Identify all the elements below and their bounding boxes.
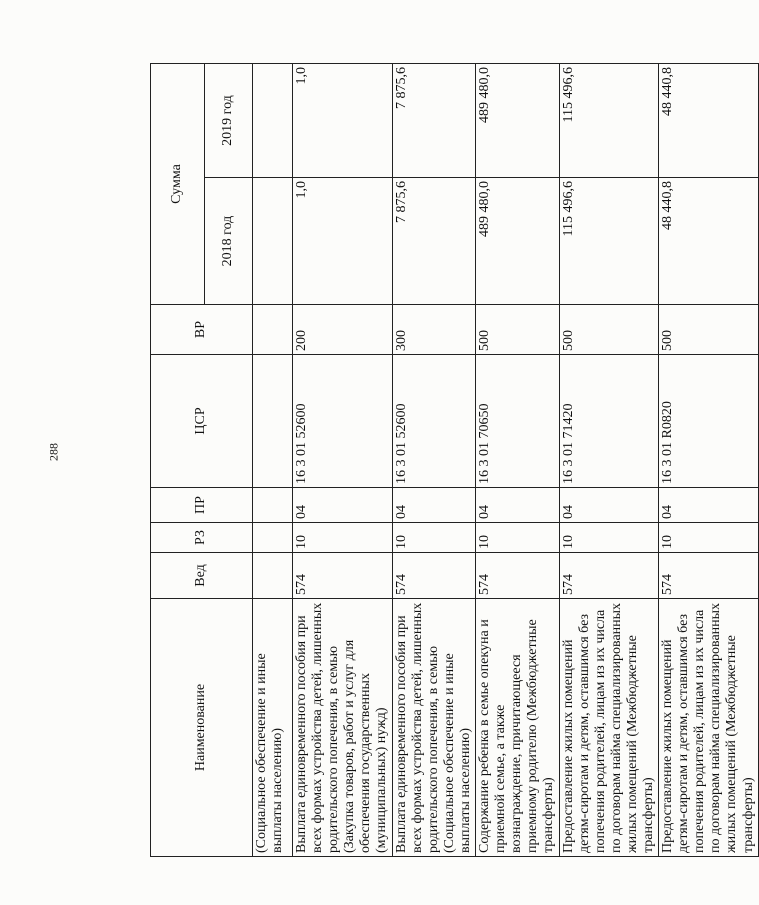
row-csr: 16 3 01 52600 [392, 355, 475, 488]
header-ved: Вед [151, 553, 253, 599]
row-sum-2018: 48 440,8 [659, 178, 759, 305]
row-ved [253, 553, 293, 599]
row-sum-2019: 489 480,0 [476, 64, 559, 178]
row-sum-2018: 7 875,6 [392, 178, 475, 305]
row-pr: 04 [293, 488, 393, 523]
row-name: Предоставление жилых помещений детям-сиротам и детям, оставшимся без попечения родителей, лицам из их числа по договорам найма специализированных жилых помещений (Межбюджетные трансферты) [659, 599, 759, 857]
row-rz: 10 [392, 523, 475, 553]
row-name: Предоставление жилых помещений детям-сиротам и детям, оставшимся без попечения родителей, лицам из их числа по договорам найма специализированных жилых помещений (Межбюджетные трансферты) [559, 599, 659, 857]
row-rz: 10 [559, 523, 659, 553]
header-csr: ЦСР [151, 355, 253, 488]
budget-table [150, 63, 759, 857]
row-pr: 04 [559, 488, 659, 523]
row-sum-2019 [253, 64, 293, 178]
row-pr: 04 [392, 488, 475, 523]
row-sum-2018: 1,0 [293, 178, 393, 305]
rotated-table-container [150, 64, 756, 857]
row-pr: 04 [476, 488, 559, 523]
row-vr: 500 [476, 305, 559, 355]
row-csr: 16 3 01 70650 [476, 355, 559, 488]
row-csr: 16 3 01 71420 [559, 355, 659, 488]
table-row [659, 64, 759, 857]
header-rz: РЗ [151, 523, 253, 553]
header-sum: Сумма [151, 64, 205, 305]
row-name: Содержание ребенка в семье опекуна и приемной семье, а также вознаграждение, причитающееся приемному родителю (Межбюджетные трансферты) [476, 599, 559, 857]
row-ved: 574 [293, 553, 393, 599]
row-vr: 500 [559, 305, 659, 355]
row-rz: 10 [293, 523, 393, 553]
table-row [392, 64, 475, 857]
header-pr: ПР [151, 488, 253, 523]
table-row [476, 64, 559, 857]
row-vr: 200 [293, 305, 393, 355]
header-year-2018: 2018 год [205, 178, 253, 305]
table-row [559, 64, 659, 857]
row-csr [253, 355, 293, 488]
row-ved: 574 [392, 553, 475, 599]
row-vr: 300 [392, 305, 475, 355]
row-sum-2019: 48 440,8 [659, 64, 759, 178]
header-year-2019: 2019 год [205, 64, 253, 178]
row-csr: 16 3 01 52600 [293, 355, 393, 488]
row-sum-2018: 489 480,0 [476, 178, 559, 305]
row-csr: 16 3 01 R0820 [659, 355, 759, 488]
header-name: Наименование [151, 599, 253, 857]
row-rz: 10 [659, 523, 759, 553]
row-pr: 04 [659, 488, 759, 523]
row-sum-2018 [253, 178, 293, 305]
row-ved: 574 [559, 553, 659, 599]
row-vr: 500 [659, 305, 759, 355]
row-vr [253, 305, 293, 355]
table-row [253, 64, 293, 857]
header-row-top [151, 64, 205, 857]
row-sum-2018: 115 496,6 [559, 178, 659, 305]
row-sum-2019: 7 875,6 [392, 64, 475, 178]
row-rz: 10 [476, 523, 559, 553]
row-ved: 574 [476, 553, 559, 599]
row-name: (Социальное обеспечение и иные выплаты населению) [253, 599, 293, 857]
row-name: Выплата единовременного пособия при всех формах устройства детей, лишенных родительского попечения, в семью (Социальное обеспечение и иные выплаты населению) [392, 599, 475, 857]
page-number: 288 [46, 443, 61, 461]
row-pr [253, 488, 293, 523]
header-vr: ВР [151, 305, 253, 355]
table-row [293, 64, 393, 857]
row-rz [253, 523, 293, 553]
row-sum-2019: 1,0 [293, 64, 393, 178]
row-ved: 574 [659, 553, 759, 599]
row-name: Выплата единовременного пособия при всех формах устройства детей, лишенных родительского попечения, в семью (Закупка товаров, работ и услуг для обеспечения государственных (муниципальных) нужд) [293, 599, 393, 857]
row-sum-2019: 115 496,6 [559, 64, 659, 178]
